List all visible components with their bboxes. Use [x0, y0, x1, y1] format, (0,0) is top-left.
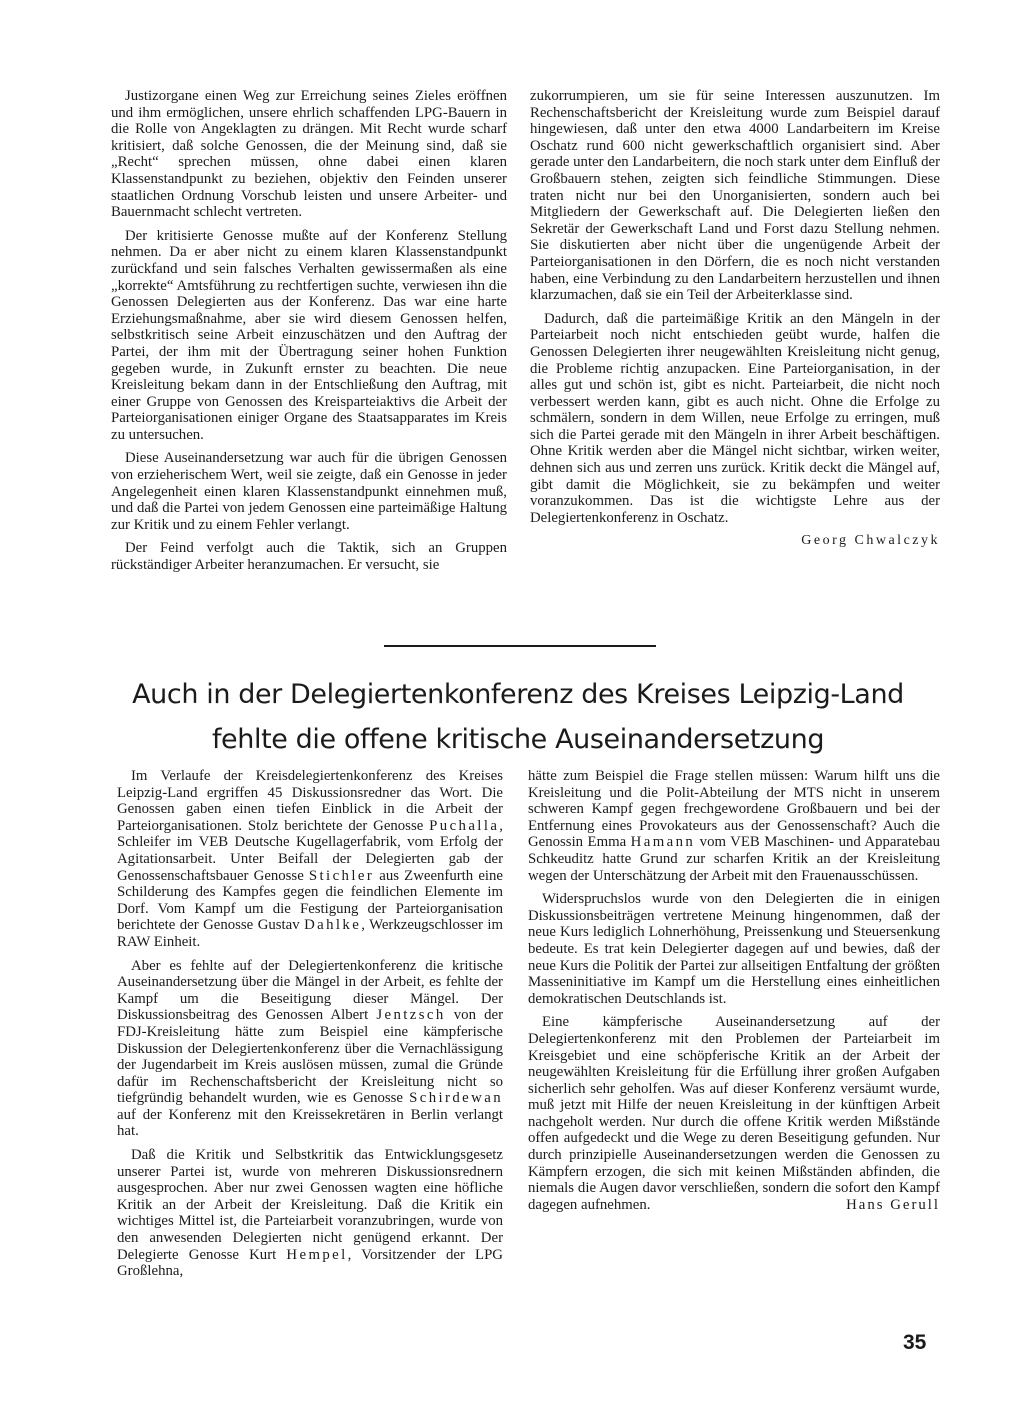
article2-column-right — [528, 768, 940, 1213]
person-name: Hempel — [286, 1246, 348, 1263]
author-byline: Hans Gerull — [846, 1196, 940, 1213]
person-name: Dahlke — [304, 917, 362, 934]
paragraph: Justizorgane einen Weg zur Erreichung seines Zieles eröffnen und ihm ermöglichen, unsere ehrlich schaffenden LPG-Bauern in die Rolle von Angeklagten zu drängen. Mit Recht wurde scharf kritisiert, daß solche Genossen, die der Meinung sind, daß sie „Recht“ sprechen müssen, ohne dabei einen klaren Klassenstandpunkt zu beziehen, objektiv den Feinden unserer staatlichen Ordnung Vorschub leisten und unsere Arbeiter- und Bauernmacht schlecht vertreten. — [111, 88, 507, 221]
paragraph: Dadurch, daß die parteimäßige Kritik an den Mängeln in der Parteiarbeit noch nicht entschieden geübt wurde, halfen die Genossen Delegierten ihrer neugewählten Kreisleitung nicht genug, die Probleme richtig anzupacken. Eine Parteiorganisation, in der alles gut und schön ist, gibt es nicht. Parteiarbeit, die nicht noch verbessert werden kann, gibt es auch nicht. Ohne die Erfolge zu schmälern, sondern in dem Willen, neue Erfolge zu erringen, muß sich die Partei gerade mit den Mängeln in ihrer Arbeit beschäftigen. Ohne Kritik werden aber die Mängel nicht sichtbar, wirken weiter, dehnen sich aus und zerren uns zurück. Kritik deckt die Mängel auf, gibt damit die Möglichkeit, sie zu bekämpfen und weiter voranzukommen. Das ist die wichtigste Lehre aus der Delegiertenkonferenz in Oschatz. — [530, 310, 940, 526]
headline-line-2: fehlte die offene kritische Auseinandersetzung — [211, 724, 825, 755]
paragraph: Widerspruchslos wurde von den Delegierten die in einigen Diskussionsbeiträgen vertretene Meinung hingenommen, daß der neue Kurs lediglich Lohnerhöhung, Preissenkung und Steuersenkung bedeute. Es trat kein Delegierter dagegen auf und bewies, daß der neue Kurs die Politik der Partei zur allseitigen Entfaltung der größten Masseninitiative im Kampf um die Herstellung eines einheitlichen demokratischen Deutschlands ist. — [528, 891, 940, 1007]
person-name: Jentzsch — [376, 1007, 446, 1024]
paragraph: Der kritisierte Genosse mußte auf der Konferenz Stellung nehmen. Da er aber nicht zu einem klaren Klassenstandpunkt zurückfand und sein falsches Verhalten gewissermaßen als eine „korrekte“ Amtsführung zu rechtfertigen suchte, verwiesen ihn die Genossen Delegierten aus der Konferenz. Das war eine harte Erziehungsmaßnahme, aber sie wird diesem Genossen helfen, selbstkritisch seine Arbeit einzuschätzen und den Auftrag der Partei, der ihm mit der Übertragung seiner hohen Funktion gegeben wurde, in Zukunft ernster zu beachten. Die neue Kreisleitung bekam dann in der Entschließung den Auftrag, mit einer Gruppe von Genossen des Kreisparteiaktivs die Arbeit der Parteiorganisationen einiger Organe des Staatsapparates im Kreis zu untersuchen. — [111, 227, 507, 443]
person-name: Stichler — [308, 867, 375, 884]
article-headline — [100, 672, 936, 762]
author-byline: Georg Chwalczyk — [801, 533, 940, 549]
article1-column-left — [111, 88, 507, 574]
paragraph: Eine kämpferische Auseinandersetzung auf der Delegiertenkonferenz mit den Problemen der Parteiarbeit im Kreisgebiet und eine schöpferische Kritik an der Arbeit der neugewählten Kreisleitung für die Erfüllung ihrer großen Aufgaben sicherlich sehr geholfen. Was auf dieser Konferenz versäumt wurde, muß jetzt mit Hilfe der neuen Kreisleitung in der künftigen Arbeit nachgeholt werden. Nur durch die offene Kritik werden Mißstände offen aufgedeckt und die Wege zu deren Beseitigung gefunden. Nur durch prinzipielle Auseinandersetzungen werden die Genossen zu Kämpfern erzogen, die sich mit keinen Mißständen abfinden, die niemals die Augen davor verschließen, sondern die sofort den Kampf dagegen aufnehmen. Hans Gerull — [528, 1014, 940, 1213]
person-name: Puchalla — [429, 817, 500, 834]
person-name: Schirdewan — [409, 1090, 503, 1107]
paragraph: Im Verlaufe der Kreisdelegiertenkonferenz des Kreises Leipzig-Land ergriffen 45 Diskussionsredner das Wort. Die Genossen gaben einen tiefen Einblick in die Arbeit der Parteiorganisationen. Stolz berichtete der Genosse Puchalla, Schleifer im VEB Deutsche Kugellagerfabrik, vom Erfolg der Agitationsarbeit. Unter Beifall der Delegierten gab der Genossenschaftsbauer Genosse Stichler aus Zweenfurth eine Schilderung des Kampfes gegen die feindlichen Elemente im Dorf. Vom Kampf um die Festigung der Parteiorganisation berichtete der Genosse Gustav Dahlke, Werkzeugschlosser im RAW Einheit. — [117, 768, 503, 950]
paragraph: Aber es fehlte auf der Delegiertenkonferenz die kritische Auseinandersetzung über die Mängel in der Arbeit, es fehlte der Kampf um die Beseitigung dieser Mängel. Der Diskussionsbeitrag des Genossen Albert Jentzsch von der FDJ-Kreisleitung hätte zum Beispiel eine kämpferische Diskussion der Delegiertenkonferenz über die Vernachlässigung der Jugendarbeit im Kreis auslösen müssen, zumal die Gründe dafür im Rechenschaftsbericht der Kreisleitung nicht so tiefgründig behandelt wurden, wie es Genosse Schirdewan auf der Konferenz mit den Kreissekretären in Berlin verlangt hat. — [117, 957, 503, 1140]
section-divider — [384, 645, 656, 647]
article1-column-right — [530, 88, 940, 550]
paragraph: Daß die Kritik und Selbstkritik das Entwicklungsgesetz unserer Partei ist, wurde von mehreren Diskussionsrednern ausgesprochen. Aber nur zwei Genossen wagten eine höfliche Kritik an der Arbeit der Kreisleitung. Daß die Kritik ein wichtiges Mittel ist, die Parteiarbeit voranzubringen, wurde von den anwesenden Delegierten nicht genügend erkannt. Der Delegierte Genosse Kurt Hempel, Vorsitzender der LPG Großlehna, — [117, 1147, 503, 1280]
paragraph: zukorrumpieren, um sie für seine Interessen auszunutzen. Im Rechenschaftsbericht der Kreisleitung wurde zum Beispiel darauf hingewiesen, daß unter den etwa 4000 Landarbeitern im Kreise Oschatz rund 600 nicht gewerkschaftlich organisiert sind. Aber gerade unter den Landarbeitern, die noch stark unter dem Einfluß der Großbauern stehen, zeigten sich feindliche Stimmungen. Diese traten nicht nur bei den Unorganisierten, sondern auch bei Mitgliedern der Gewerkschaft auf. Die Delegierten ließen den Sekretär der Gewerkschaft Land und Forst dazu Stellung nehmen. Sie diskutierten aber nicht über die ungenügende Arbeit der Parteiorganisationen in den Dörfern, die es noch nicht verstanden haben, eine Verbindung zu den Landarbeitern herzustellen und ihnen klarzumachen, daß sie ein Teil der Arbeiterklasse sind. — [530, 88, 940, 304]
paragraph: hätte zum Beispiel die Frage stellen müssen: Warum hilft uns die Kreisleitung und die Polit-Abteilung der MTS nicht in unserem schweren Kampf gegen frechgewordene Großbauern und bei der Entfernung eines Provokateurs aus der Genossenschaft? Auch die Genossin Emma Hamann vom VEB Maschinen- und Apparatebau Schkeuditz hatte Grund zur scharfen Kritik an der Kreisleitung wegen der Unterschätzung der Arbeit mit den Frauenausschüssen. — [528, 768, 941, 884]
paragraph: Der Feind verfolgt auch die Taktik, sich an Gruppen rückständiger Arbeiter heranzumachen. Er versucht, sie — [111, 540, 507, 574]
page-number: 35 — [903, 1331, 927, 1354]
paragraph: Diese Auseinandersetzung war auch für die übrigen Genossen von erzieherischem Wert, weil sie zeigte, daß ein Genosse in jeder Angelegenheit einen klaren Klassenstandpunkt einnehmen muß, und daß die Partei von jedem Genossen eine parteimäßige Haltung zur Kritik und zu einem Fehler verlangt. — [111, 450, 507, 533]
article2-column-left — [117, 768, 503, 1280]
person-name: Hamann — [630, 834, 696, 851]
headline-line-1: Auch in der Delegiertenkonferenz des Kreises Leipzig-Land — [132, 679, 904, 710]
